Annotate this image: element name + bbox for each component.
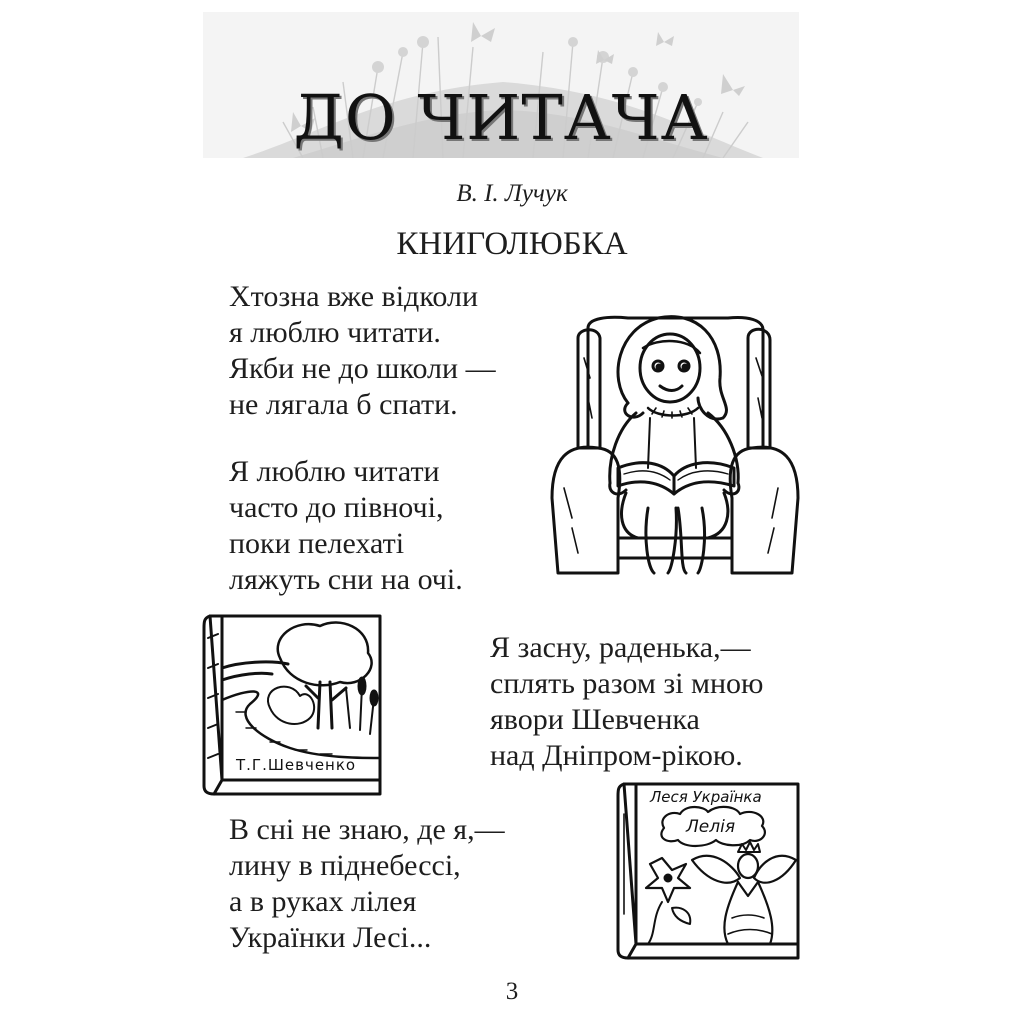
- verse-line: Українки Лесі...: [229, 921, 432, 954]
- verse-line: не лягала б спати.: [229, 388, 458, 421]
- verse-line: сплять разом зі мною: [490, 667, 764, 700]
- verse-line: лину в піднебессі,: [229, 849, 461, 882]
- lesya-book-title-caption: Лелія: [686, 817, 736, 837]
- verse-line: Якби не до школи —: [229, 352, 496, 385]
- girl-reading-illustration: [548, 298, 802, 576]
- shevchenko-book-caption: Т.Г.Шевченко: [236, 756, 357, 774]
- page-number: 3: [505, 978, 519, 1005]
- verse-line: Я люблю читати: [229, 455, 440, 488]
- verse-line: Хтозна вже відколи: [229, 280, 478, 313]
- header-banner: [203, 12, 799, 158]
- verse-line: поки пелехаті: [229, 527, 405, 560]
- poem-author: В. І. Лучук: [456, 180, 568, 207]
- verse-line: В сні не знаю, де я,—: [229, 813, 505, 846]
- verse-line: ляжуть сни на очі.: [229, 563, 463, 596]
- stanza-3: [490, 630, 763, 774]
- lesya-ukrainka-book-illustration: [612, 778, 802, 960]
- shevchenko-book-illustration: [200, 608, 388, 798]
- page-section-title: ДО ЧИТАЧА: [293, 81, 709, 154]
- verse-line: часто до півночі,: [229, 491, 444, 524]
- stanza-1: [229, 279, 496, 423]
- lesya-book-author-caption: Леся Українка: [650, 788, 762, 806]
- verse-line: я люблю читати.: [229, 316, 441, 349]
- poem-title: КНИГОЛЮБКА: [396, 226, 628, 262]
- verse-line: Я засну, раденька,—: [490, 631, 751, 664]
- verse-line: а в руках лілея: [229, 885, 417, 918]
- stanza-2: [229, 454, 463, 598]
- verse-line: над Дніпром-рікою.: [490, 739, 743, 772]
- stanza-4: [229, 812, 505, 956]
- verse-line: явори Шевченка: [490, 703, 700, 736]
